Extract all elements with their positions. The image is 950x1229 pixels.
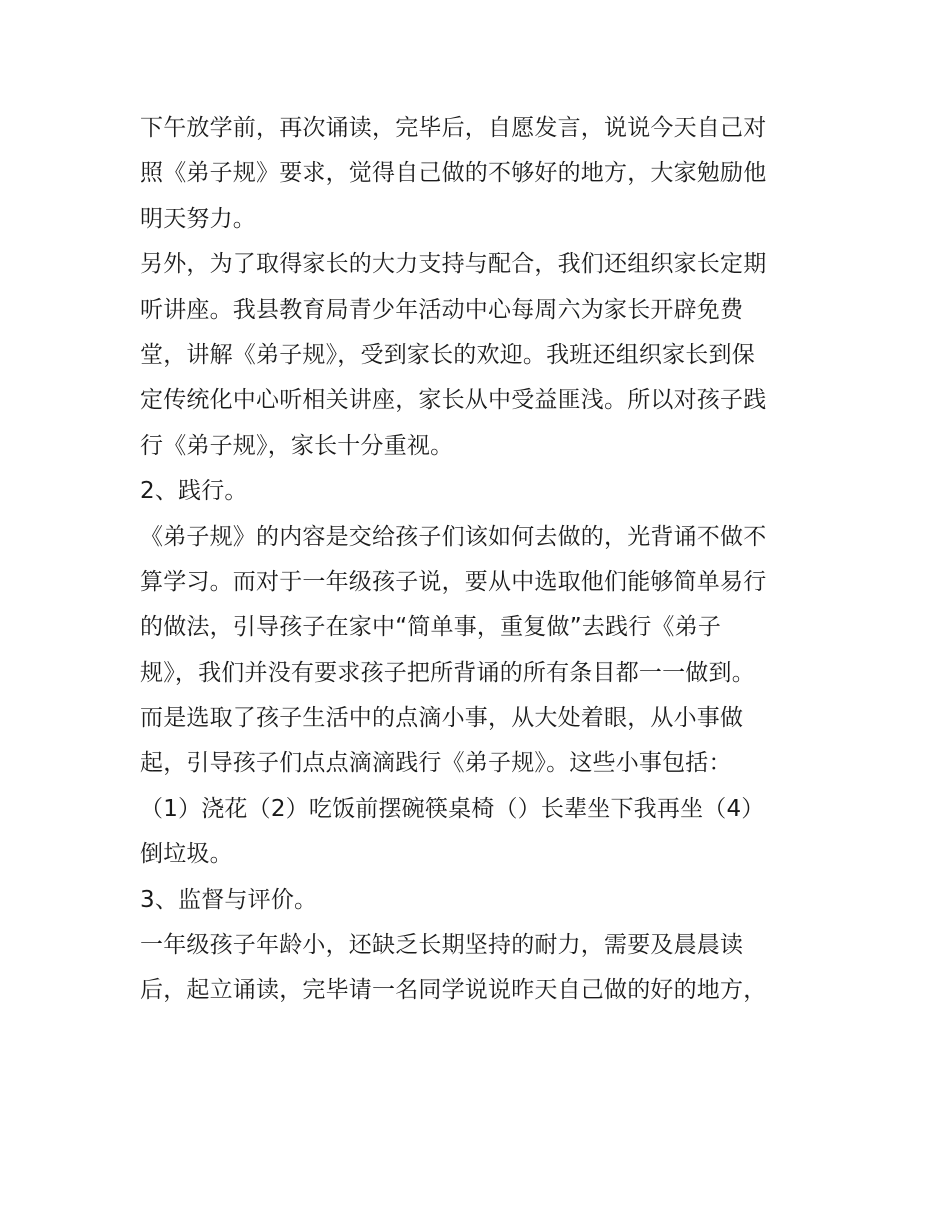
text-line: 另外，为了取得家长的大力支持与配合，我们还组织家长定期: [140, 251, 767, 278]
text-line: 定传统化中心听相关讲座，家长从中受益匪浅。所以对孩子践: [140, 387, 767, 414]
section-heading: 2、践行。: [140, 478, 248, 505]
text-line: 而是选取了孩子生活中的点滴小事，从大处着眼，从小事做: [140, 705, 744, 732]
text-line: 后，起立诵读，完毕请一名同学说说昨天自己做的好的地方，: [140, 977, 767, 1004]
text-line: （1）浇花（2）吃饭前摆碗筷桌椅（）长辈坐下我再坐（4）: [140, 795, 765, 822]
text-line: 明天努力。: [140, 205, 256, 232]
text-line: 规》，我们并没有要求孩子把所背诵的所有条目都一一做到。: [140, 659, 755, 686]
text-line: 听讲座。我县教育局青少年活动中心每周六为家长开辟免费: [140, 296, 744, 323]
text-line: 算学习。而对于一年级孩子说，要从中选取他们能够简单易行: [140, 568, 767, 595]
text-line: 照《弟子规》要求，觉得自己做的不够好的地方，大家勉励他: [140, 160, 767, 187]
text-line: 下午放学前，再次诵读，完毕后，自愿发言，说说今天自己对: [140, 115, 767, 141]
text-line: 一年级孩子年龄小，还缺乏长期坚持的耐力，需要及晨晨读: [140, 932, 744, 959]
document-body: [140, 106, 830, 1014]
section-heading: 3、监督与评价。: [140, 886, 318, 913]
text-line: 《弟子规》的内容是交给孩子们该如何去做的，光背诵不做不: [140, 523, 767, 550]
text-line: 起，引导孩子们点点滴滴践行《弟子规》。这些小事包括：: [140, 750, 732, 777]
text-line: 的做法，引导孩子在家中“简单事，重复做”去践行《弟子: [140, 614, 722, 641]
text-line: 行《弟子规》，家长十分重视。: [140, 432, 454, 459]
text-line: 倒垃圾。: [140, 841, 233, 868]
text-line: 堂，讲解《弟子规》，受到家长的欢迎。我班还组织家长到保: [140, 341, 755, 368]
